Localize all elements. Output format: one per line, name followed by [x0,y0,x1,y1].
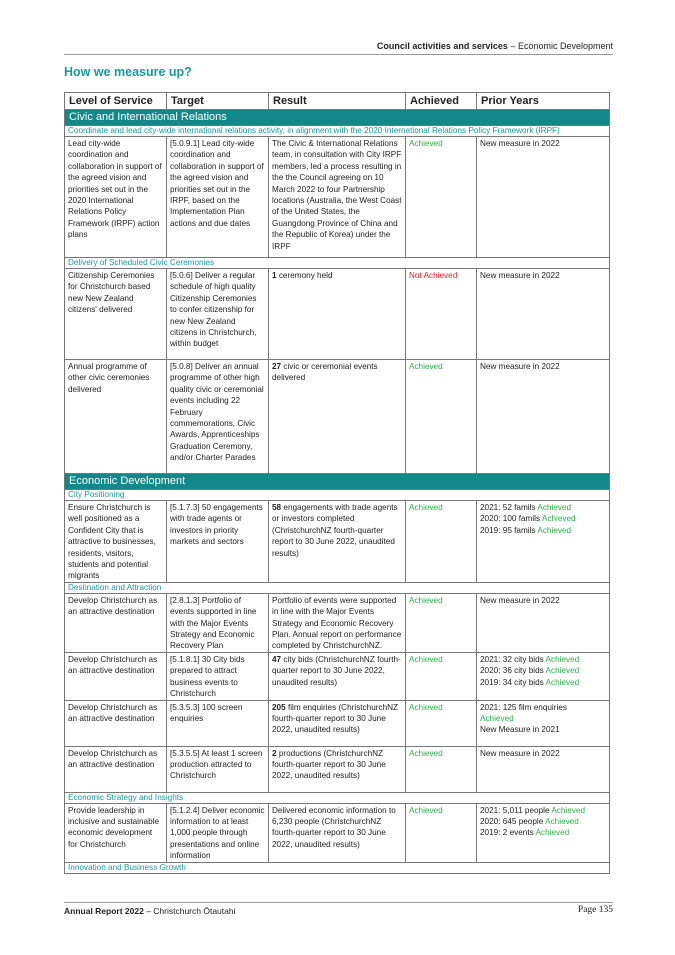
result-text: engagements with trade agents or investors completed (ChristchurchNZ fourth-quarter report to 30 June 2022, unaudited results) [272,503,398,558]
group-band-row [65,110,610,126]
achieved-cell: Not Achieved [406,269,477,360]
table-row [65,593,610,652]
prior-year-text: 2019: 95 famils [480,525,538,535]
achieved-cell: Achieved [406,803,477,862]
result-text: Portfolio of events were supported in line with the Major Events Strategy and Economic Recovery Plan. Annual report on performance completed by ChristchurchNZ. [272,595,402,651]
achieved-cell: Achieved [406,652,477,700]
group-band-title: Civic and International Relations [65,110,610,126]
prior-year-line [480,502,606,513]
table-row [65,501,610,583]
result-figure: 47 [272,654,282,664]
result-text: film enquiries (ChristchurchNZ fourth-quarter report to 30 June 2022, unaudited results) [272,702,399,735]
prior-year-line [480,665,606,676]
achieved-cell: Achieved [406,360,477,474]
result-figure: 27 [272,362,282,371]
prior-years-cell [477,269,610,360]
prior-year-text: 2021: 32 city bids [480,654,546,664]
achieved-cell: Achieved [406,746,477,792]
prior-year-status: Achieved [480,713,514,723]
header-divider [64,54,613,55]
level-of-service-cell: Provide leadership in inclusive and sustainable economic development for Christchurch [65,803,167,862]
table-row [65,137,610,258]
subgroup-row [65,582,610,593]
prior-year-line [480,654,606,665]
prior-years-cell [477,501,610,583]
level-of-service-cell: Develop Christchurch as an attractive destination [65,652,167,700]
result-cell [269,501,406,583]
measures-table [64,92,610,874]
prior-year-line [480,724,606,735]
table-row [65,700,610,746]
subgroup-label: Destination and Attraction [65,582,610,593]
level-of-service-cell: Lead city-wide coordination and collaboration in support of the agreed vision and priorities set out in the 2020 International Relations Policy Framework (IRPF) action plans [65,137,167,258]
achieved-cell: Achieved [406,700,477,746]
target-cell: [5.1.8.1] 30 City bids prepared to attract business events to Christchurch [167,652,269,700]
col-header-los: Level of Service [65,93,167,110]
result-cell [269,652,406,700]
prior-years-cell [477,803,610,862]
result-cell [269,746,406,792]
header-section: Council activities and services [376,41,508,51]
prior-year-line [480,816,606,827]
col-header-prior: Prior Years [477,93,610,110]
prior-year-text: 2019: 2 events [480,828,536,838]
result-text: ceremony held [276,271,333,280]
target-cell: [5.3.5.5] At least 1 screen production attracted to Christchurch [167,746,269,792]
prior-years-cell [477,137,610,258]
prior-year-status: Achieved [545,677,580,687]
prior-year-text: New Measure in 2021 [480,725,560,735]
prior-year-status: Achieved [541,514,576,524]
level-of-service-cell: Ensure Christchurch is well positioned as a Confident City that is attractive to businesses, residents, visitors, students and potential migrants [65,501,167,583]
target-cell: [5.0.6] Deliver a regular schedule of high quality Citizenship Ceremonies to confer citizenship for new New Zealand citizens in Christchurch, within budget [167,269,269,360]
result-figure: 205 [272,702,286,712]
level-of-service-cell: Annual programme of other civic ceremonies delivered [65,360,167,474]
prior-year-line [480,270,606,281]
group-band-title: Economic Development [65,474,610,490]
target-cell: [2.8.1.3] Portfolio of events supported in line with the Major Events Strategy and Economic Recovery Plan [167,593,269,652]
header-subsection: – Economic Development [507,41,613,51]
result-figure: 58 [272,503,282,512]
result-cell [269,360,406,474]
prior-year-text: 2021: 5,011 people [480,805,552,815]
prior-year-status: Achieved [537,525,572,535]
subgroup-label: Innovation and Business Growth [65,862,610,873]
group-band-row [65,474,610,490]
result-cell [269,137,406,258]
section-title: How we measure up? [64,65,192,79]
prior-year-text: 2020: 100 famils [480,514,542,524]
footer-report-title: Annual Report 2022 [64,906,144,916]
prior-year-line [480,513,606,524]
prior-year-text: New measure in 2022 [480,595,560,605]
table-row [65,652,610,700]
running-header [64,41,613,51]
table-row [65,803,610,862]
col-header-achieved: Achieved [406,93,477,110]
prior-year-status: Achieved [535,828,570,838]
prior-year-text: 2019: 34 city bids [480,677,546,687]
prior-year-line [480,827,606,838]
table-header-row [65,93,610,110]
subgroup-label: Delivery of Scheduled Civic Ceremonies [65,258,610,269]
prior-year-line [480,361,606,372]
level-of-service-cell: Develop Christchurch as an attractive destination [65,700,167,746]
subgroup-label: Economic Strategy and Insights [65,792,610,803]
prior-years-cell [477,746,610,792]
subgroup-row [65,792,610,803]
target-cell: [5.0.9.1] Lead city-wide coordination and collaboration in support of the agreed vision and priorities set out in the IRPF, based on the Implementation Plan actions and due dates [167,137,269,258]
prior-year-status: Achieved [545,666,580,676]
result-text: The Civic & International Relations team, in consultation with City IRPF members, led a process resulting in the the Council agreeing on 10 March 2022 to four Partnership locations (Australia, the West Coast of the United States, the Guangdong Province of China and the Republic of Korea) under the IRPF [272,139,402,251]
prior-year-text: New measure in 2022 [480,271,560,280]
prior-year-line [480,713,606,724]
target-cell: [5.1.2.4] Deliver economic information to at least 1,000 people through presentations and online information [167,803,269,862]
prior-year-status: Achieved [545,654,580,664]
prior-year-line [480,677,606,688]
target-cell: [5.3.5.3] 100 screen enquiries [167,700,269,746]
prior-year-line [480,138,606,149]
result-cell [269,700,406,746]
prior-year-text: 2020: 645 people [480,816,546,826]
footer-divider [64,902,613,903]
achieved-cell: Achieved [406,137,477,258]
result-text: Delivered economic information to 6,230 people (ChristchurchNZ fourth-quarter report to 30 June 2022, unaudited results) [272,805,396,849]
prior-year-line [480,805,606,816]
subgroup-row [65,862,610,873]
prior-year-text: 2021: 125 film enquiries [480,702,567,712]
prior-year-line [480,748,606,759]
prior-years-cell [477,360,610,474]
prior-year-status: Achieved [551,805,586,815]
prior-year-text: New measure in 2022 [480,748,560,758]
prior-year-line [480,595,606,606]
prior-years-cell [477,652,610,700]
prior-year-line [480,525,606,536]
table-row [65,746,610,792]
achieved-cell: Achieved [406,593,477,652]
subgroup-row [65,258,610,269]
result-text: city bids (ChristchurchNZ fourth-quarter report to 30 June 2022, unaudited results) [272,654,401,687]
col-header-target: Target [167,93,269,110]
prior-years-cell [477,593,610,652]
level-of-service-cell: Develop Christchurch as an attractive destination [65,593,167,652]
result-figure: 1 [272,271,277,280]
prior-year-text: New measure in 2022 [480,139,560,148]
result-cell [269,593,406,652]
table-row [65,360,610,474]
target-cell: [5.0.8] Deliver an annual programme of other high quality civic or ceremonial events including 22 February commemorations, Civic Awards, Apprenticeships Graduation Ceremony, and/or Charter Parades [167,360,269,474]
col-header-result: Result [269,93,406,110]
result-cell [269,269,406,360]
subgroup-row [65,490,610,501]
table-row [65,269,610,360]
table-body [65,110,610,874]
target-cell: [5.1.7.3] 50 engagements with trade agents or investors in priority markets and sectors [167,501,269,583]
footer-council: – Christchurch Ōtautahi [143,906,236,916]
level-of-service-cell: Develop Christchurch as an attractive destination [65,746,167,792]
level-of-service-cell: Citizenship Ceremonies for Christchurch based new New Zealand citizens' delivered [65,269,167,360]
footer-publication [64,906,235,916]
prior-year-text: 2021: 52 famils [480,503,538,512]
subgroup-row [65,126,610,137]
result-cell [269,803,406,862]
result-text: productions (ChristchurchNZ fourth-quarter report to 30 June 2022, unaudited results) [272,748,386,781]
result-figure: 2 [272,748,277,758]
prior-year-text: New measure in 2022 [480,362,560,371]
achieved-cell: Achieved [406,501,477,583]
prior-years-cell [477,700,610,746]
prior-year-text: 2020: 36 city bids [480,666,546,676]
prior-year-status: Achieved [537,503,572,512]
page-number: Page 135 [577,905,613,915]
prior-year-line [480,702,606,713]
subgroup-label: Coordinate and lead city-wide international relations activity, in alignment with the 2020 International Relations Policy Framework (IRPF) [65,126,610,137]
result-text: civic or ceremonial events delivered [272,362,378,383]
prior-year-status: Achieved [545,816,579,826]
subgroup-label: City Positioning [65,490,610,501]
